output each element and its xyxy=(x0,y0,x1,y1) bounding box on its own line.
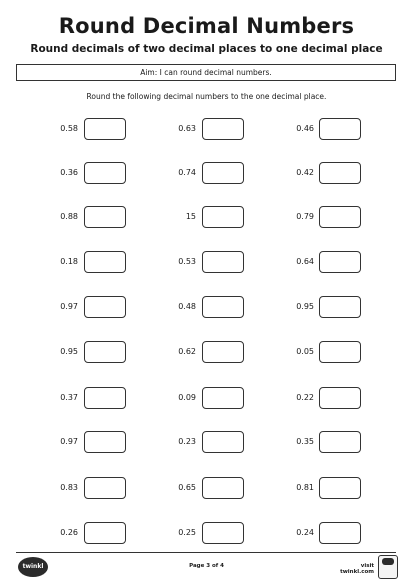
decimal-number: 0.62 xyxy=(178,347,196,356)
decimal-number: 0.95 xyxy=(60,347,78,356)
decimal-number: 0.63 xyxy=(178,124,196,133)
answer-box[interactable] xyxy=(84,162,126,184)
decimal-number: 0.46 xyxy=(296,124,314,133)
answer-box[interactable] xyxy=(202,341,244,363)
question-row xyxy=(0,251,413,273)
answer-box[interactable] xyxy=(319,477,361,499)
answer-box[interactable] xyxy=(202,387,244,409)
decimal-number: 0.36 xyxy=(60,168,78,177)
decimal-number: 0.25 xyxy=(178,528,196,537)
decimal-number: 0.81 xyxy=(296,483,314,492)
answer-box[interactable] xyxy=(202,206,244,228)
question-row xyxy=(0,162,413,184)
question-row xyxy=(0,522,413,544)
question-row xyxy=(0,387,413,409)
answer-box[interactable] xyxy=(202,477,244,499)
answer-box[interactable] xyxy=(202,522,244,544)
decimal-number: 0.97 xyxy=(60,302,78,311)
decimal-number: 0.09 xyxy=(178,393,196,402)
answer-box[interactable] xyxy=(319,296,361,318)
twinkl-logo: twinkl xyxy=(18,557,48,577)
answer-box[interactable] xyxy=(84,118,126,140)
quality-standard-badge-icon xyxy=(378,555,398,579)
answer-box[interactable] xyxy=(202,251,244,273)
answer-box[interactable] xyxy=(84,206,126,228)
decimal-number: 0.95 xyxy=(296,302,314,311)
decimal-number: 0.37 xyxy=(60,393,78,402)
decimal-number: 0.35 xyxy=(296,437,314,446)
answer-box[interactable] xyxy=(84,387,126,409)
visit-link[interactable]: visit twinkl.com xyxy=(340,563,374,575)
decimal-number: 0.23 xyxy=(178,437,196,446)
decimal-number: 15 xyxy=(185,212,196,221)
decimal-number: 0.05 xyxy=(296,347,314,356)
answer-box[interactable] xyxy=(84,341,126,363)
answer-box[interactable] xyxy=(84,296,126,318)
answer-box[interactable] xyxy=(319,341,361,363)
decimal-number: 0.58 xyxy=(60,124,78,133)
answer-box[interactable] xyxy=(319,162,361,184)
answer-box[interactable] xyxy=(319,206,361,228)
question-row xyxy=(0,341,413,363)
worksheet-title: Round Decimal Numbers xyxy=(58,14,355,38)
answer-box[interactable] xyxy=(84,522,126,544)
decimal-number: 0.22 xyxy=(296,393,314,402)
answer-box[interactable] xyxy=(202,296,244,318)
footer-divider xyxy=(16,552,396,553)
question-row xyxy=(0,118,413,140)
question-row xyxy=(0,431,413,453)
answer-box[interactable] xyxy=(202,431,244,453)
decimal-number: 0.24 xyxy=(296,528,314,537)
decimal-number: 0.64 xyxy=(296,257,314,266)
answer-box[interactable] xyxy=(84,477,126,499)
decimal-number: 0.53 xyxy=(178,257,196,266)
page-number: Page 3 of 4 xyxy=(189,563,224,569)
answer-box[interactable] xyxy=(319,431,361,453)
question-row xyxy=(0,206,413,228)
decimal-number: 0.74 xyxy=(178,168,196,177)
decimal-number: 0.48 xyxy=(178,302,196,311)
decimal-number: 0.79 xyxy=(296,212,314,221)
answer-box[interactable] xyxy=(319,522,361,544)
answer-box[interactable] xyxy=(319,387,361,409)
answer-box[interactable] xyxy=(319,118,361,140)
instruction-text: Round the following decimal numbers to the one decimal place. xyxy=(86,92,327,101)
decimal-number: 0.42 xyxy=(296,168,314,177)
decimal-number: 0.18 xyxy=(60,257,78,266)
decimal-number: 0.97 xyxy=(60,437,78,446)
worksheet-subtitle: Round decimals of two decimal places to one decimal place xyxy=(30,43,383,55)
answer-box[interactable] xyxy=(202,162,244,184)
answer-box[interactable] xyxy=(84,431,126,453)
aim-box: Aim: I can round decimal numbers. xyxy=(16,64,396,81)
decimal-number: 0.83 xyxy=(60,483,78,492)
answer-box[interactable] xyxy=(202,118,244,140)
decimal-number: 0.88 xyxy=(60,212,78,221)
question-row xyxy=(0,296,413,318)
decimal-number: 0.26 xyxy=(60,528,78,537)
answer-box[interactable] xyxy=(84,251,126,273)
decimal-number: 0.65 xyxy=(178,483,196,492)
question-row xyxy=(0,477,413,499)
answer-box[interactable] xyxy=(319,251,361,273)
